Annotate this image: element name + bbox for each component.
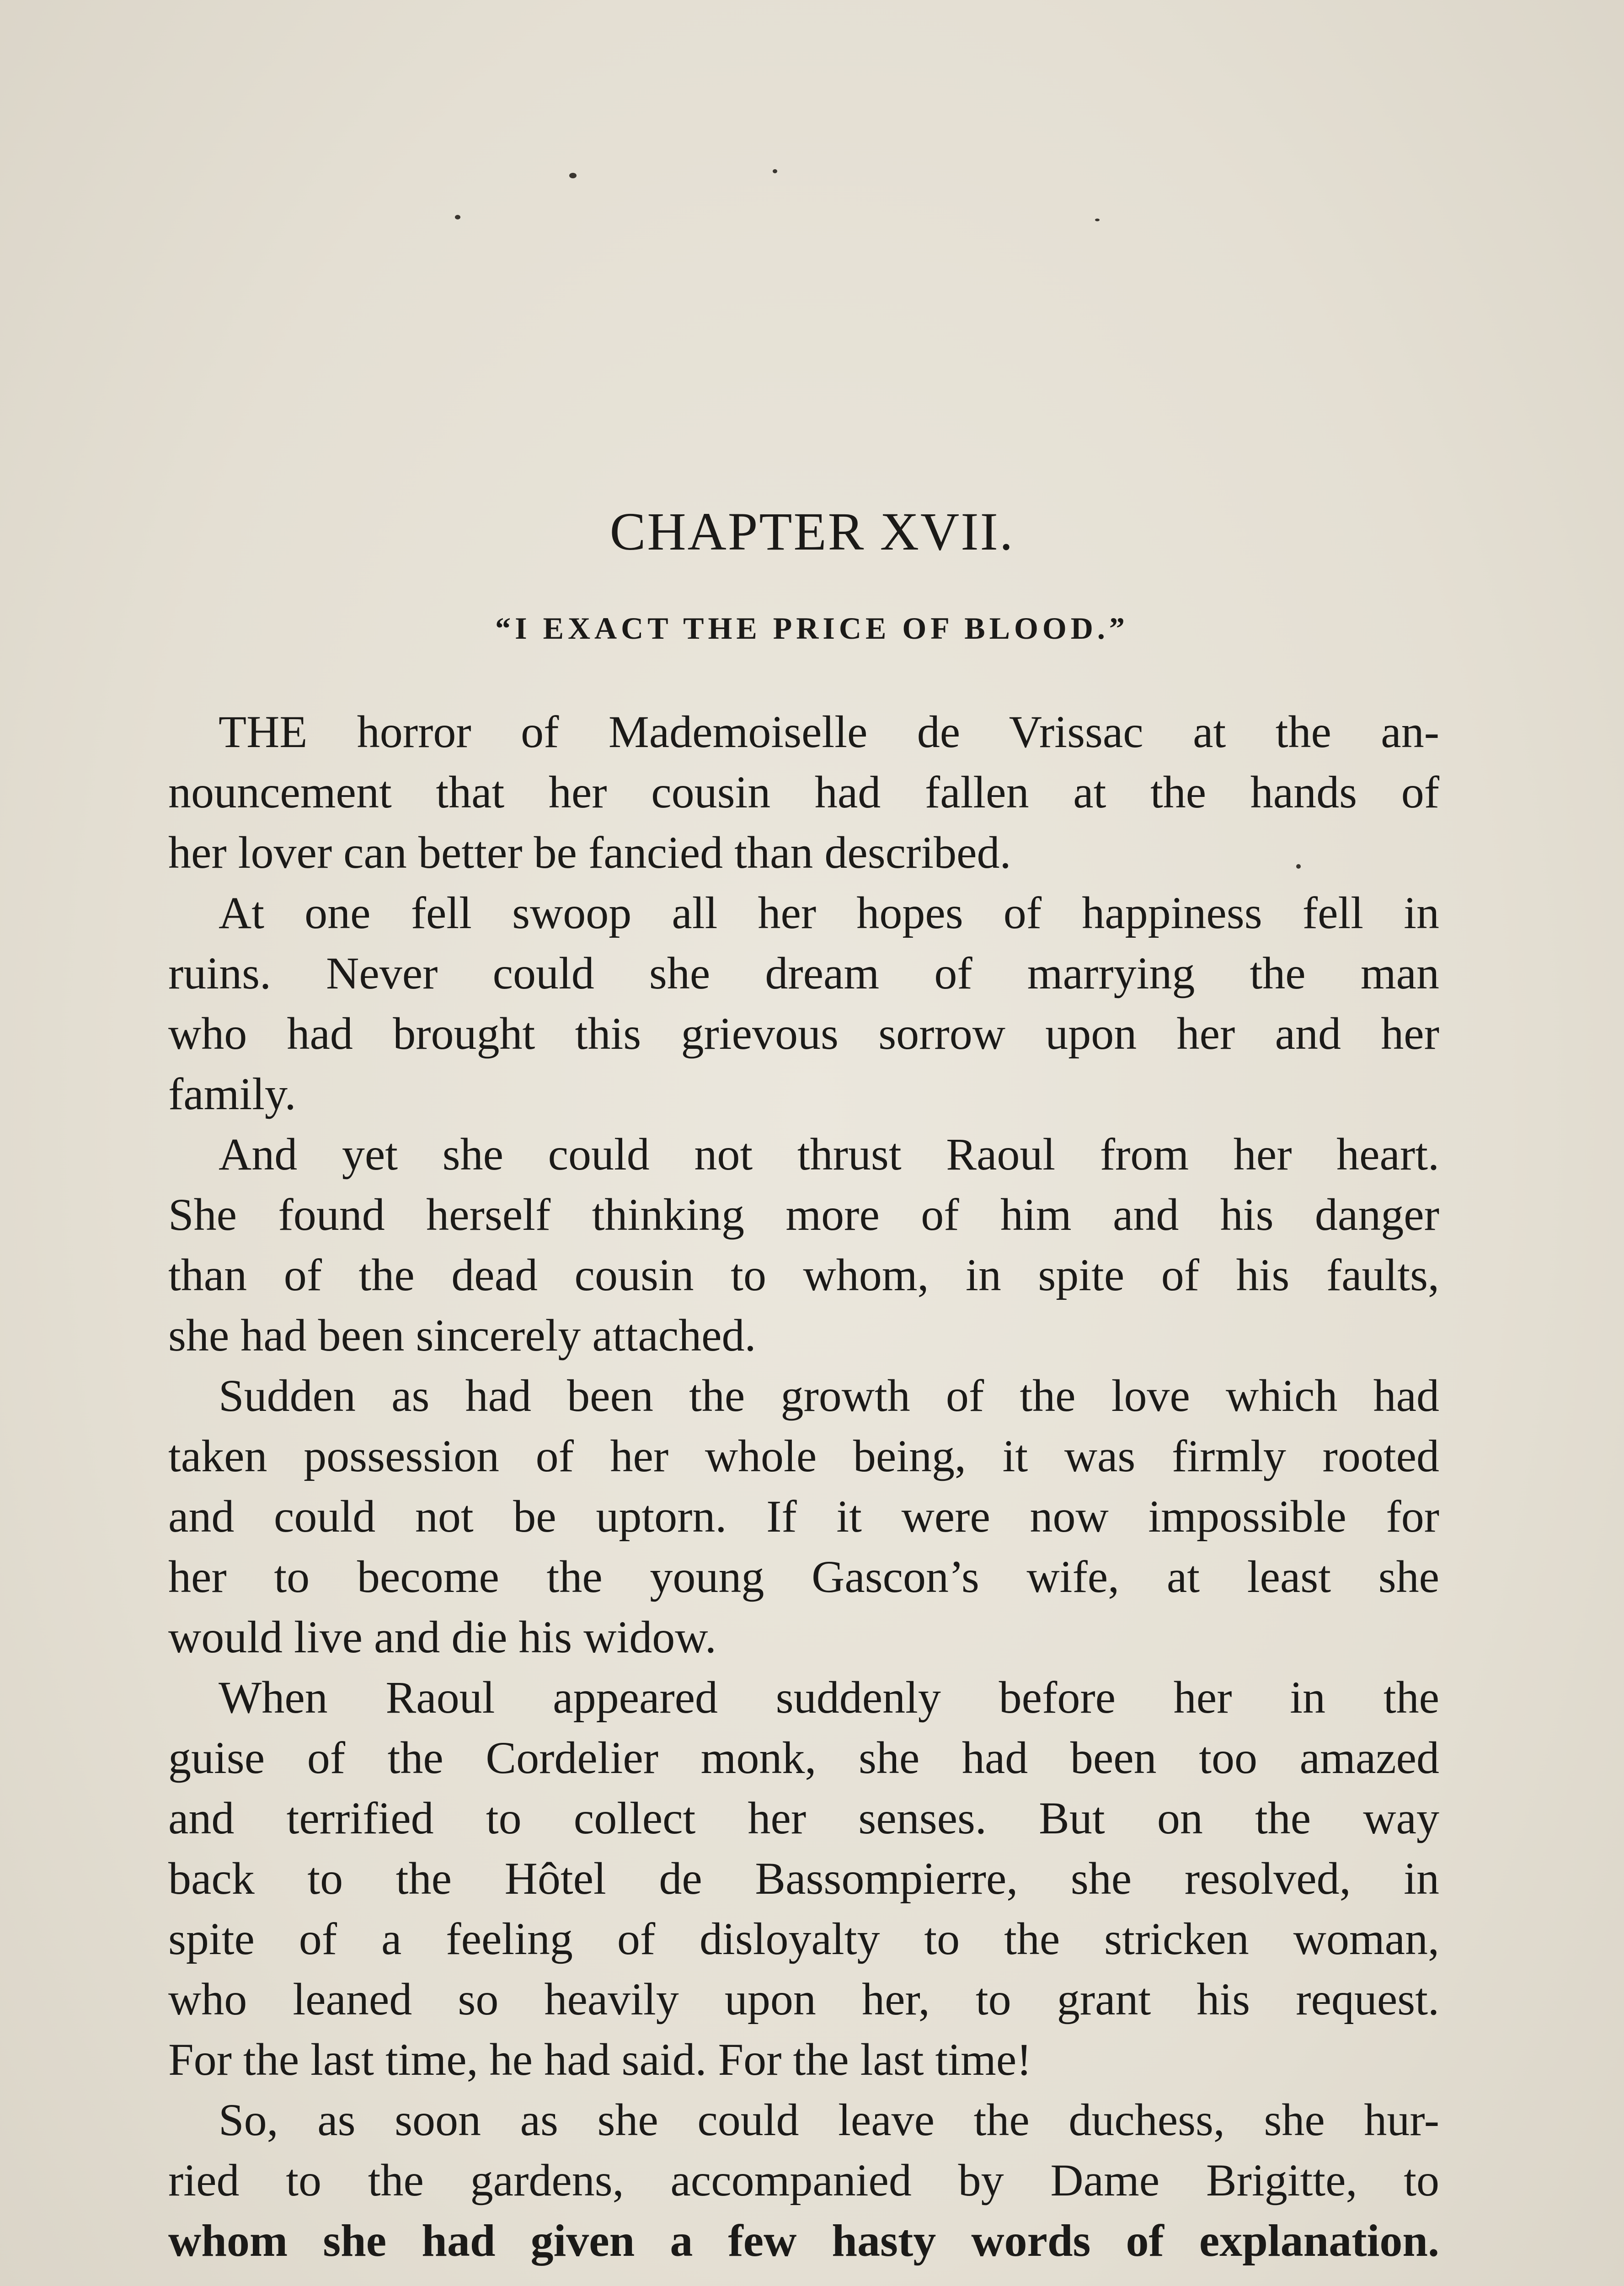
text-line: guise of the Cordelier monk, she had been too amazed [168, 1732, 1439, 1783]
text-line: taken possession of her whole being, it was firmly rooted [168, 1431, 1439, 1481]
text-line: she had been sincerely attached. [168, 1310, 756, 1361]
text-line: At one fell swoop all her hopes of happiness fell in [219, 887, 1439, 938]
text-line: who had brought this grievous sorrow upon her and her [168, 1008, 1439, 1059]
ink-speck [569, 173, 577, 178]
text-line: family. [168, 1068, 296, 1119]
ink-speck [455, 215, 460, 219]
text-line: than of the dead cousin to whom, in spite of his faults, [168, 1250, 1439, 1300]
text-line: back to the Hôtel de Bassompierre, she resolved, in [168, 1853, 1439, 1904]
text-line: And yet she could not thrust Raoul from her heart. [219, 1129, 1439, 1180]
text-line: When Raoul appeared suddenly before her in the [219, 1672, 1439, 1723]
text-line: For the last time, he had said. For the last time! [168, 2034, 1032, 2085]
text-line: spite of a feeling of disloyalty to the stricken woman, [168, 1913, 1439, 1964]
text-line: would live and die his widow. [168, 1612, 716, 1662]
text-line: who leaned so heavily upon her, to grant his request. [168, 1974, 1439, 2024]
text-line: her to become the young Gascon’s wife, at least she [168, 1551, 1439, 1602]
text-line: and could not be uptorn. If it were now impossible for [168, 1491, 1439, 1542]
text-line: Sudden as had been the growth of the love which had [219, 1370, 1439, 1421]
text-line: ried to the gardens, accompanied by Dame Brigitte, to [168, 2155, 1439, 2206]
text-line: She found herself thinking more of him and his danger [168, 1189, 1439, 1240]
body-text [168, 702, 1439, 2271]
chapter-subtitle: “I EXACT THE PRICE OF BLOOD.” [495, 611, 1129, 646]
text-line: and terrified to collect her senses. But on the way [168, 1793, 1439, 1843]
chapter-heading: CHAPTER XVII. [609, 502, 1015, 561]
ink-speck [1095, 219, 1100, 221]
text-line: So, as soon as she could leave the duchess, she hur- [219, 2094, 1439, 2145]
text-line: whom she had given a few hasty words of explanation. [168, 2215, 1439, 2266]
text-line: THE horror of Mademoiselle de Vrissac at the an- [219, 706, 1439, 757]
text-line: her lover can better be fancied than described. [168, 827, 1011, 878]
text-line: ruins. Never could she dream of marrying the man [168, 948, 1439, 999]
text-line: nouncement that her cousin had fallen at the hands of [168, 767, 1439, 817]
ink-speck [773, 169, 777, 173]
